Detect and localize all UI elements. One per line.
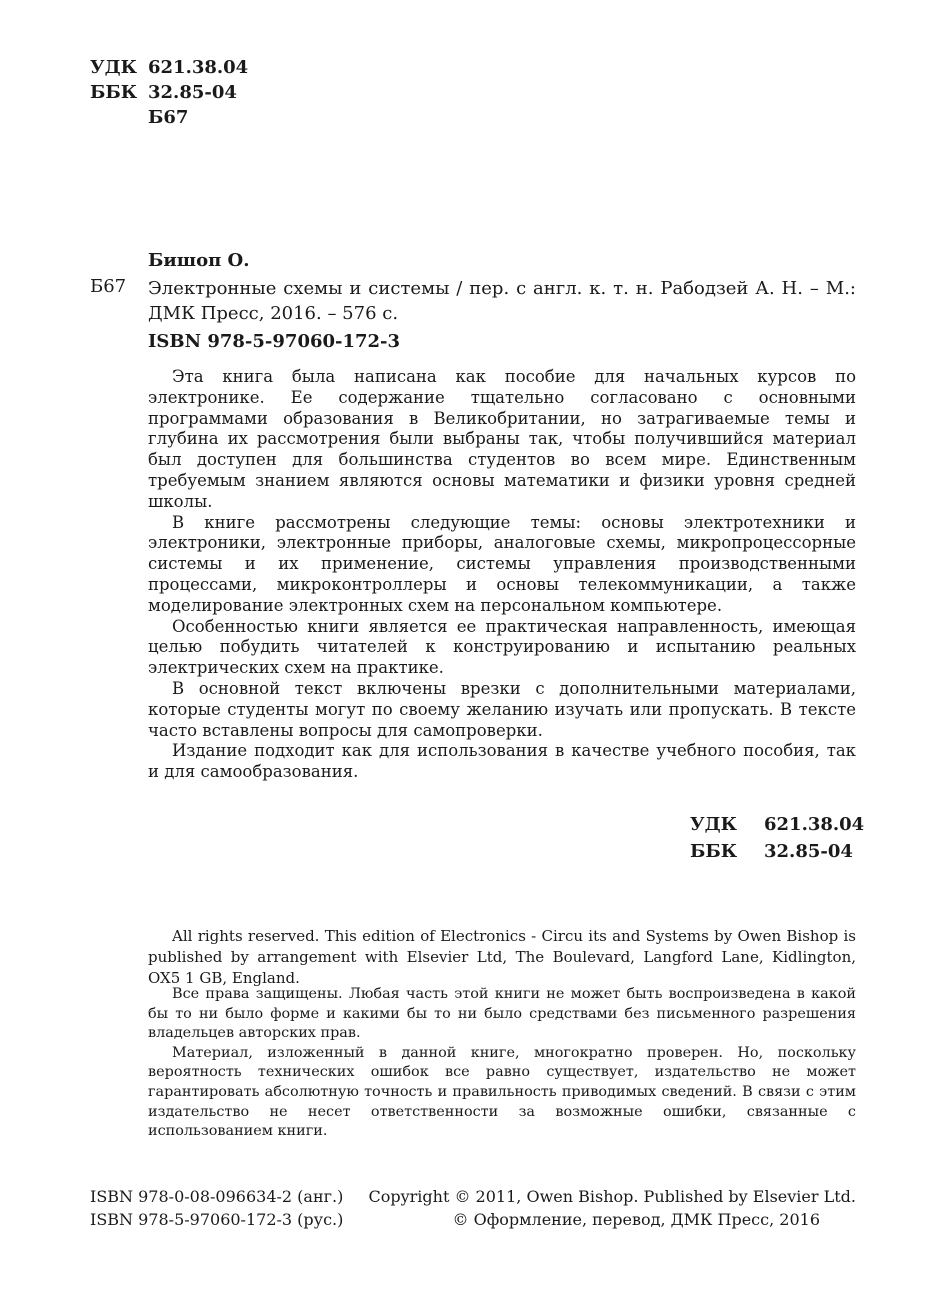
isbn-english: ISBN 978-0-08-096634-2 (анг.) — [90, 1187, 344, 1206]
copyright-russian: © Оформление, перевод, ДМК Пресс, 2016 — [452, 1210, 820, 1229]
bbk-row — [90, 80, 248, 105]
udk-label: УДК — [90, 57, 137, 78]
annotation-paragraph: В основной текст включены врезки с дополнительными материалами, которые студенты могут по своему желанию изучать или пропускать. В тексте часто вставлены вопросы для самопроверки. — [148, 678, 856, 740]
main-isbn: ISBN 978-5-97060-172-3 — [148, 331, 401, 352]
rights-english-text: All rights reserved. This edition of Electronics - Circu its and Systems by Owen Bishop is published by arrangement with Elsevier Ltd, The Boulevard, Langford Lane, Kidlington, OX5 1 GB, England. — [148, 927, 856, 987]
author-mark: Б67 — [148, 107, 189, 128]
udk-value: 621.38.04 — [764, 814, 865, 835]
rights-paragraph: Все права защищены. Любая часть этой книги не может быть воспроизведена в какой бы то ни было форме и какими бы то ни было средствами без письменного разрешения владельцев авторских прав. — [148, 986, 856, 1042]
author-mark-row — [90, 105, 248, 130]
udk-value: 621.38.04 — [148, 57, 249, 78]
rights-english — [148, 926, 856, 989]
annotation — [148, 367, 856, 783]
annotation-paragraph: Издание подходит как для использования в качестве учебного пособия, так и для самообразования. — [148, 741, 856, 782]
author-name: Бишоп О. — [148, 250, 250, 271]
bbk-value: 32.85-04 — [148, 82, 237, 103]
annotation-paragraph: Эта книга была написана как пособие для начальных курсов по электронике. Ее содержание тщательно согласовано с основными программами образования в Великобритании, но затрагиваемые темы и глубина их рассмотрения были выбраны так, чтобы получившийся материал был доступен для большинства студентов во всем мире. Единственным требуемым знанием являются основы математики и физики уровня средней школы. — [148, 367, 856, 511]
udk-label: УДК — [690, 814, 737, 835]
classification-block — [690, 811, 864, 865]
rights-paragraph: Материал, изложенный в данной книге, многократно проверен. Но, поскольку вероятность технических ошибок все равно существует, издательство не может гарантировать абсолютную точность и правильность приводимых сведений. В связи с этим издательство не несет ответственности за возможные ошибки, связанные с использованием книги. — [148, 1044, 856, 1140]
annotation-paragraph: Особенностью книги является ее практическая направленность, имеющая целью побудить читателей к конструированию и испытанию реальных электрических схем на практике. — [148, 616, 856, 678]
bibliographic-description: Электронные схемы и системы / пер. с англ. к. т. н. Рабодзей А. Н. – М.: ДМК Пресс, 2016. – 576 с. — [148, 278, 856, 324]
header-classification — [90, 55, 248, 130]
udk-row — [90, 55, 248, 80]
bbk-label: ББК — [90, 82, 138, 103]
bbk-label: ББК — [690, 841, 738, 862]
copyright-block — [368, 1185, 856, 1231]
bibliographic-code: Б67 — [90, 276, 127, 297]
bbk-value: 32.85-04 — [764, 841, 853, 862]
isbn-russian: ISBN 978-5-97060-172-3 (рус.) — [90, 1210, 344, 1229]
isbn-list — [90, 1185, 343, 1231]
rights-russian — [148, 985, 856, 1142]
bbk-row — [690, 838, 864, 865]
annotation-paragraph: В книге рассмотрены следующие темы: основы электротехники и электроники, электронные приборы, аналоговые схемы, микропроцессорные системы и их применение, системы управления производственными процессами, микроконтроллеры и основы телекоммуникации, а также моделирование электронных схем на персональном компьютере. — [148, 512, 856, 615]
udk-row — [690, 811, 864, 838]
copyright-english: Copyright © 2011, Owen Bishop. Published by Elsevier Ltd. — [368, 1187, 856, 1206]
